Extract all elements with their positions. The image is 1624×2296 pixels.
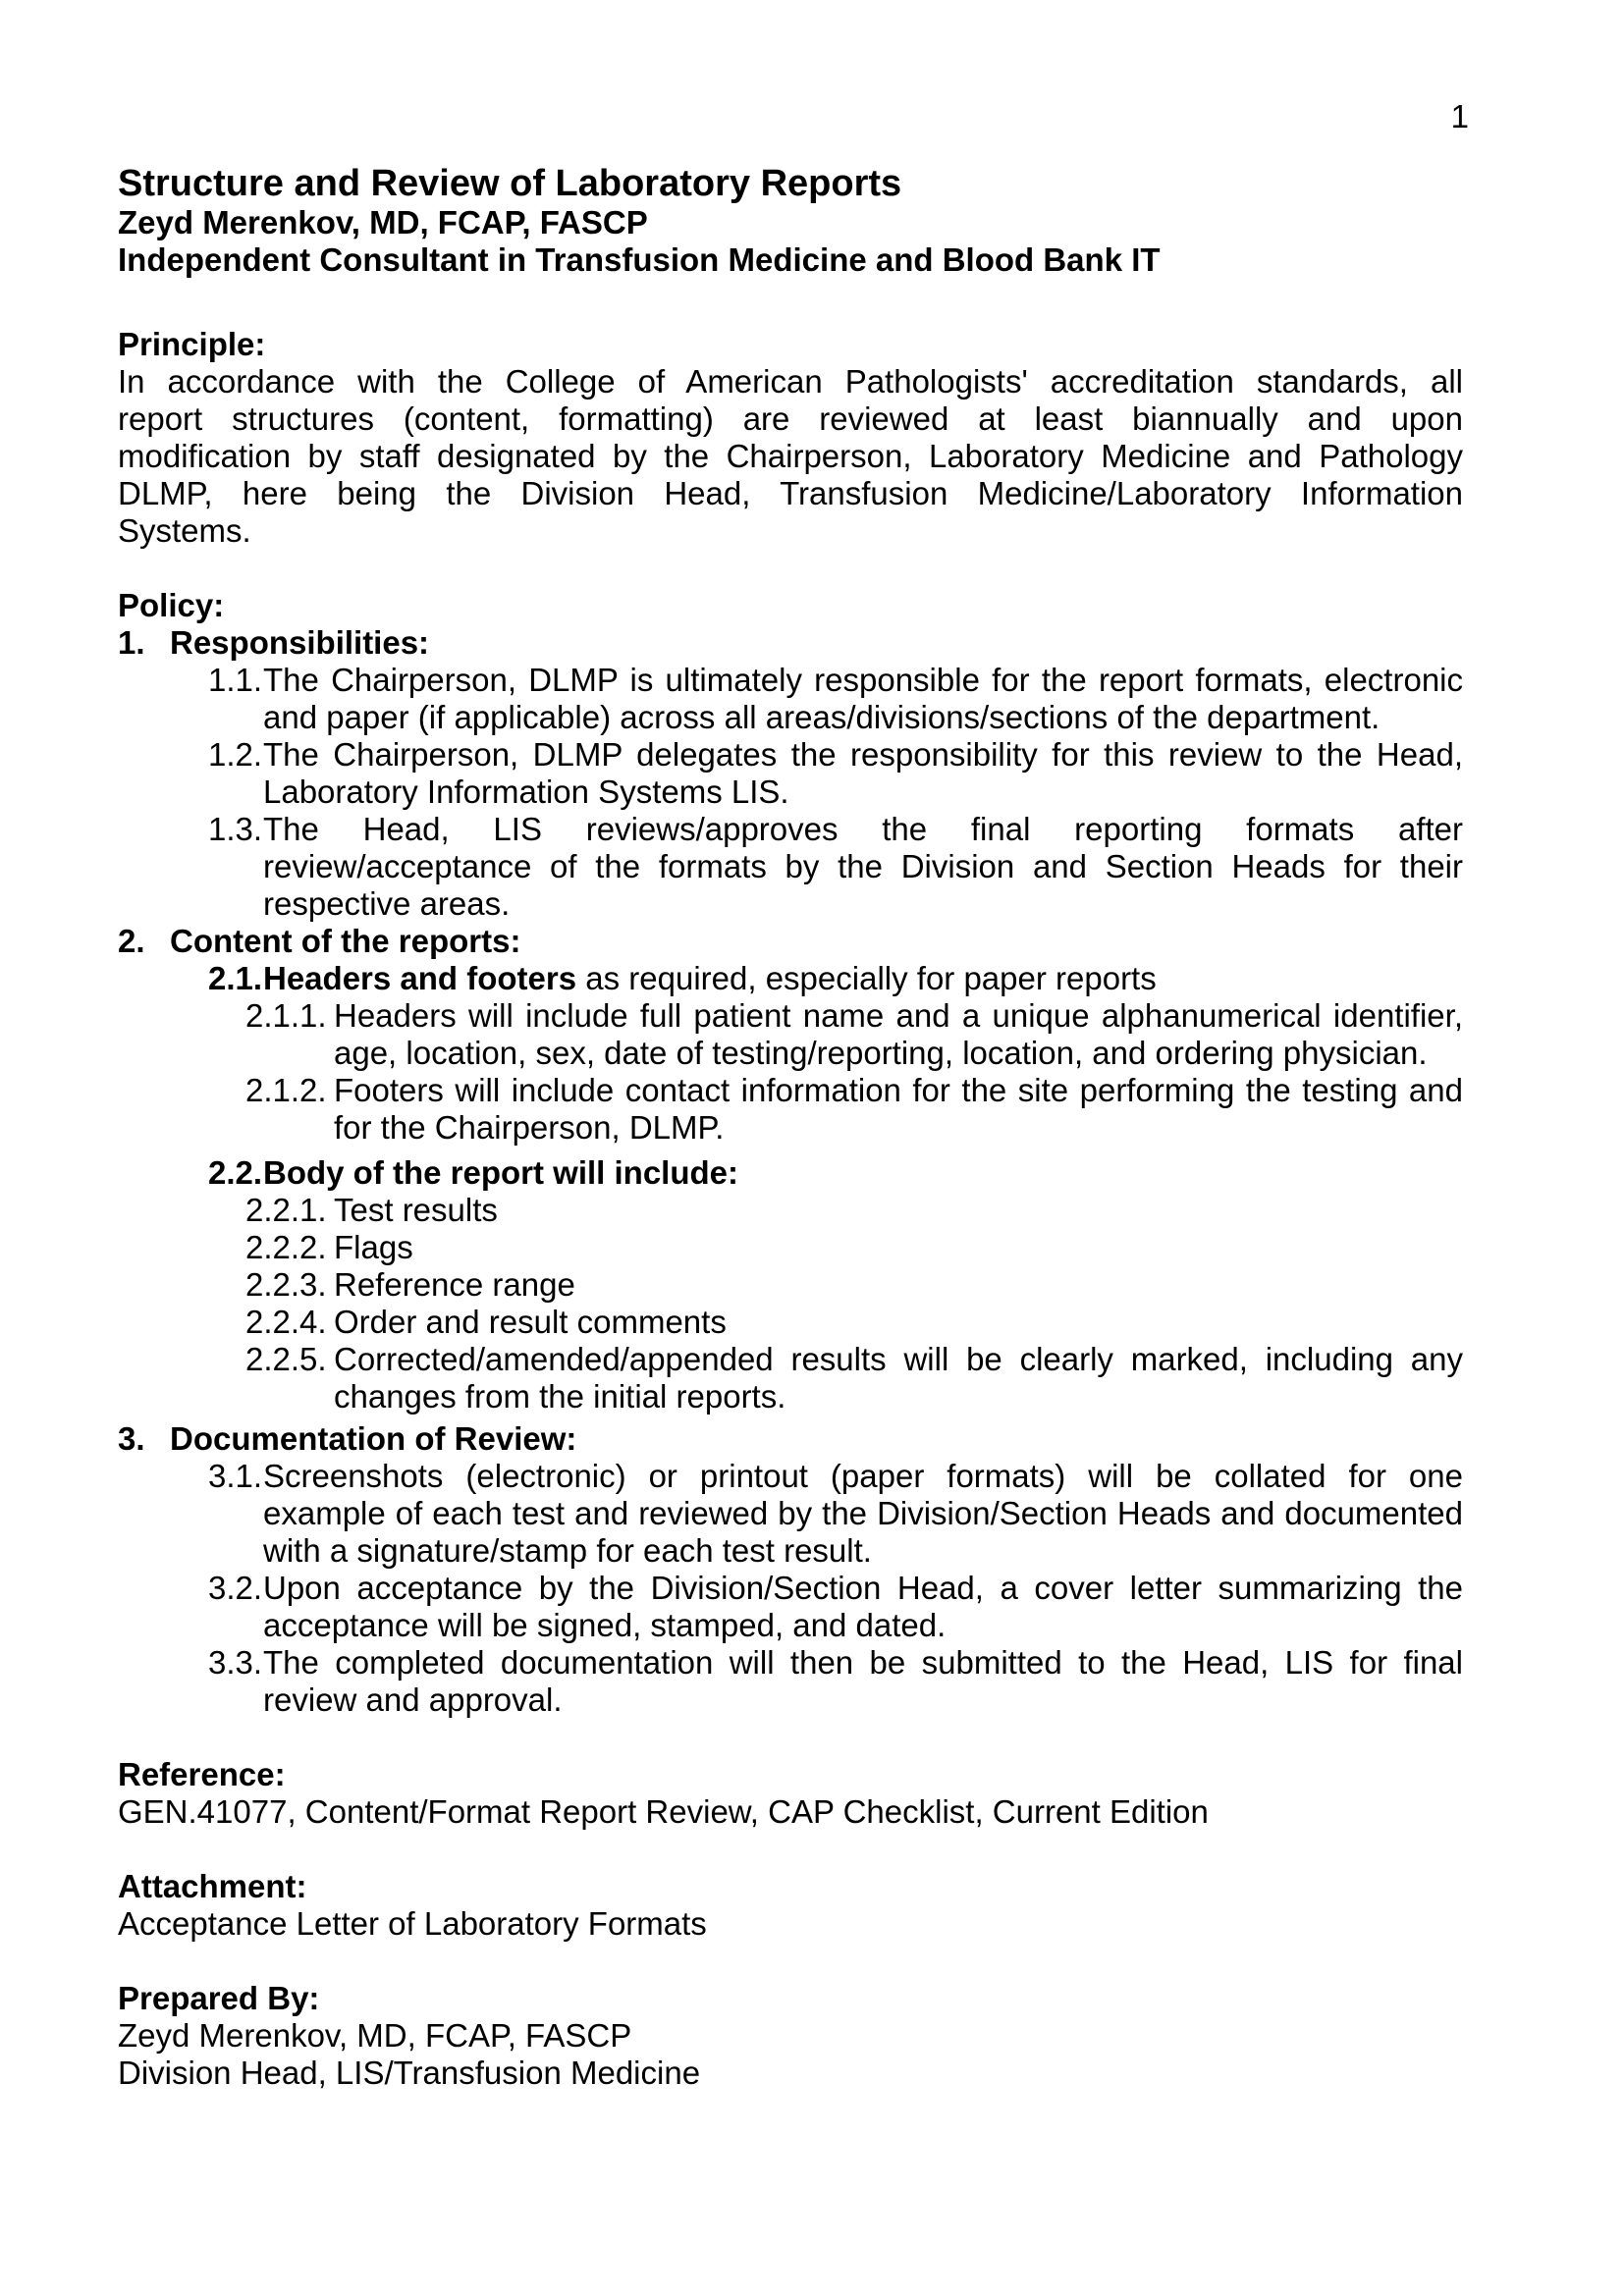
item-number: 2.1.2. [245, 1072, 327, 1108]
item-text: Corrected/amended/appended results will be clearly marked, including any [334, 1341, 1463, 1377]
section-3-heading [118, 1420, 1463, 1458]
list-item-3-1-wrap: example of each test and reviewed by the Division/Section Heads and documented [263, 1495, 1463, 1531]
attachment-text: Acceptance Letter of Laboratory Formats [118, 1905, 707, 1942]
blank-line [118, 1831, 1463, 1868]
document-content [118, 0, 1463, 2092]
reference-text: GEN.41077, Content/Format Report Review, CAP Checklist, Current Edition [118, 1793, 1209, 1830]
blank-line [118, 1943, 1463, 1980]
item-number: 2.2.2. [245, 1229, 327, 1265]
principle-heading: Principle: [118, 326, 266, 362]
list-item-2-2-3 [118, 1266, 1463, 1304]
item-number: 1.1. [208, 662, 263, 698]
list-item-2-1-2-wrap: for the Chairperson, DLMP. [334, 1109, 725, 1146]
list-item-3-2 [118, 1570, 1463, 1607]
principle-line: In accordance with the College of American Pathologists' accreditation standards, all [118, 363, 1463, 400]
list-item-1-1 [118, 662, 1463, 699]
item-number: 3.2. [208, 1570, 263, 1606]
section-number: 1. [118, 624, 145, 661]
item-number: 2.2.5. [245, 1341, 327, 1377]
item-text: Footers will include contact information for the site performing the testing and [334, 1072, 1463, 1108]
list-item-2-2-4 [118, 1304, 1463, 1341]
item-text: The Chairperson, DLMP delegates the responsibility for this review to the Head, [263, 736, 1463, 773]
list-item-2-2-5 [118, 1341, 1463, 1378]
item-number: 2.2.3. [245, 1266, 327, 1303]
blank-line [118, 550, 1463, 587]
page-number: 1 [1450, 98, 1469, 134]
list-item-1-3-wrap: review/acceptance of the formats by the Division and Section Heads for their [263, 848, 1463, 884]
item-text: Test results [334, 1192, 498, 1228]
section-1-heading [118, 624, 1463, 662]
prepared-by-heading: Prepared By: [118, 1980, 320, 2016]
policy-heading: Policy: [118, 587, 225, 623]
list-item-2-2-5-wrap: changes from the initial reports. [334, 1378, 786, 1415]
item-text: The Head, LIS reviews/approves the final reporting formats after [263, 811, 1463, 847]
prepared-by-role: Division Head, LIS/Transfusion Medicine [118, 2055, 701, 2091]
principle-line: DLMP, here being the Division Head, Transfusion Medicine/Laboratory Information [118, 475, 1463, 511]
attachment-heading: Attachment: [118, 1868, 307, 1904]
list-item-2-2-2 [118, 1229, 1463, 1266]
item-number: 2.1. [208, 960, 263, 996]
principle-line: report structures (content, formatting) are reviewed at least biannually and upon [118, 400, 1463, 437]
list-item-2-1-1-wrap: age, location, sex, date of testing/reporting, location, and ordering physician. [334, 1035, 1428, 1071]
item-text: The Chairperson, DLMP is ultimately responsible for the report formats, electronic [263, 662, 1463, 698]
item-number: 2.2. [208, 1154, 263, 1191]
item-text: Headers will include full patient name and a unique alphanumerical identifier, [334, 997, 1463, 1034]
item-text: Flags [334, 1229, 413, 1265]
item-title: Body of the report will include: [263, 1154, 739, 1191]
section-number: 2. [118, 923, 145, 959]
item-number: 1.2. [208, 736, 263, 773]
author-line: Zeyd Merenkov, MD, FCAP, FASCP [118, 204, 648, 240]
list-item-3-3-wrap: review and approval. [263, 1682, 563, 1718]
list-item-2-1-2 [118, 1072, 1463, 1109]
list-item-2-2 [118, 1154, 1463, 1192]
item-text: Order and result comments [334, 1304, 727, 1340]
list-item-3-1-wrap: with a signature/stamp for each test result. [263, 1532, 872, 1569]
item-number: 2.2.1. [245, 1192, 327, 1228]
section-title: Documentation of Review: [170, 1420, 577, 1457]
list-item-3-1 [118, 1458, 1463, 1495]
item-text: as required, especially for paper reports [576, 960, 1157, 996]
list-item-2-1 [118, 960, 1463, 997]
item-number: 1.3. [208, 811, 263, 847]
section-title: Content of the reports: [170, 923, 521, 959]
list-item-1-3-wrap: respective areas. [263, 885, 511, 922]
document-title: Structure and Review of Laboratory Reports [118, 163, 902, 204]
item-text: The completed documentation will then be submitted to the Head, LIS for final [263, 1644, 1463, 1681]
item-text: Reference range [334, 1266, 575, 1303]
blank-line [118, 279, 1463, 326]
item-number: 3.3. [208, 1644, 263, 1681]
list-item-1-2-wrap: Laboratory Information Systems LIS. [263, 774, 789, 810]
item-text: Upon acceptance by the Division/Section Head, a cover letter summarizing the [263, 1570, 1463, 1606]
item-text: Screenshots (electronic) or printout (paper formats) will be collated for one [263, 1458, 1463, 1494]
item-number: 2.2.4. [245, 1304, 327, 1340]
list-item-2-2-1 [118, 1192, 1463, 1229]
blank-line [118, 1719, 1463, 1756]
list-item-3-2-wrap: acceptance will be signed, stamped, and dated. [263, 1607, 947, 1643]
list-item-1-1-wrap: and paper (if applicable) across all areas/divisions/sections of the department. [263, 699, 1380, 735]
section-number: 3. [118, 1420, 145, 1457]
item-text-bold: Headers and footers [263, 960, 577, 996]
list-item-1-3 [118, 811, 1463, 848]
principle-line: modification by staff designated by the Chairperson, Laboratory Medicine and Pathology [118, 438, 1463, 474]
item-number: 3.1. [208, 1458, 263, 1494]
reference-heading: Reference: [118, 1756, 286, 1792]
list-item-1-2 [118, 736, 1463, 774]
document-header [118, 163, 1463, 279]
item-number: 2.1.1. [245, 997, 327, 1034]
principle-line: Systems. [118, 512, 251, 549]
prepared-by-name: Zeyd Merenkov, MD, FCAP, FASCP [118, 2017, 632, 2054]
author-role-line: Independent Consultant in Transfusion Medicine and Blood Bank IT [118, 241, 1161, 278]
section-2-heading [118, 923, 1463, 960]
list-item-2-1-1 [118, 997, 1463, 1035]
list-item-3-3 [118, 1644, 1463, 1682]
section-title: Responsibilities: [170, 624, 430, 661]
